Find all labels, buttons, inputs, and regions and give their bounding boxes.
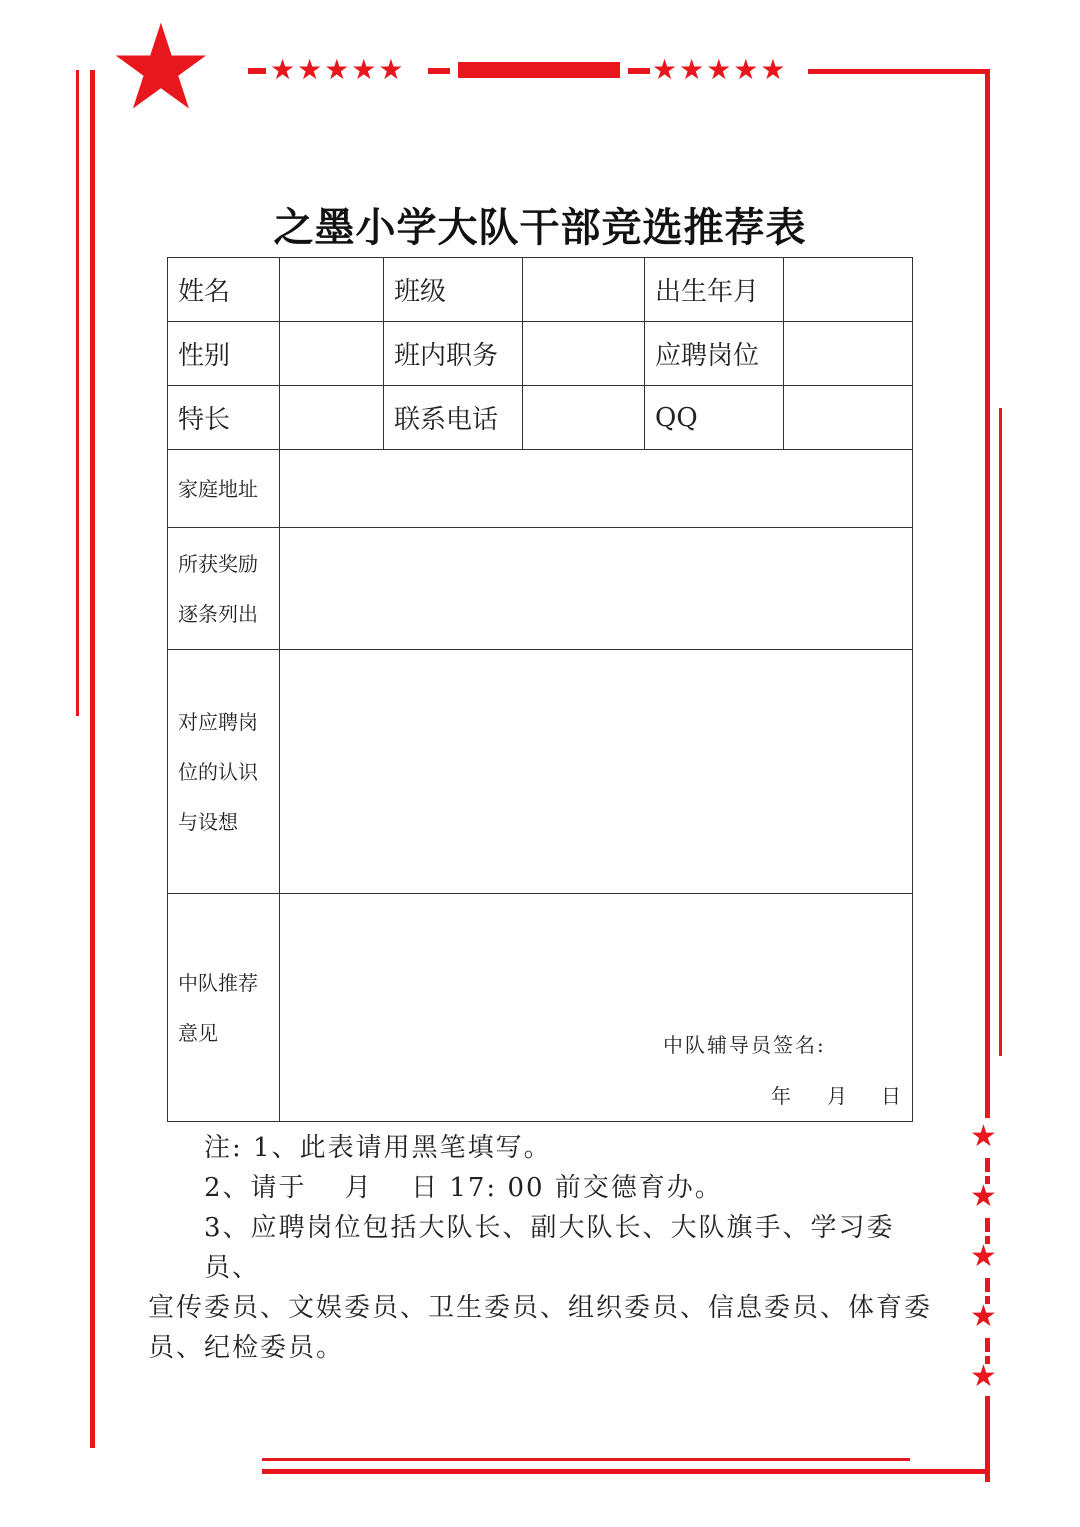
table-row — [168, 894, 913, 1122]
qq-label: QQ — [645, 386, 784, 450]
post-field[interactable] — [784, 322, 913, 386]
side-star-icon: ★ — [970, 1299, 997, 1334]
talent-field[interactable] — [280, 386, 384, 450]
top-stars-left-icon: ★★★★★ — [270, 53, 406, 86]
left-border-thick — [90, 70, 95, 1448]
note-3-line-1: 3、应聘岗位包括大队长、副大队长、大队旗手、学习委员、 — [204, 1213, 895, 1283]
side-dash — [985, 1218, 990, 1232]
gender-label: 性别 — [168, 322, 280, 386]
duty-label: 班内职务 — [384, 322, 523, 386]
recommend-label — [168, 894, 280, 1122]
recommend-label-line: 意见 — [178, 1020, 218, 1045]
idea-label-line: 对应聘岗 — [178, 709, 258, 734]
duty-field[interactable] — [523, 322, 645, 386]
recommend-label-line: 中队推荐 — [178, 970, 258, 995]
awards-label — [168, 528, 280, 650]
top-border-line — [808, 69, 990, 74]
bottom-border-thin — [262, 1458, 910, 1461]
date-year: 年 — [771, 1084, 793, 1108]
top-stars-right-icon: ★★★★★ — [652, 53, 788, 86]
side-star-icon: ★ — [970, 1119, 997, 1154]
phone-label: 联系电话 — [384, 386, 523, 450]
table-row — [168, 258, 913, 322]
note-3-line-3: 员、纪检委员。 — [148, 1333, 345, 1363]
talent-label: 特长 — [168, 386, 280, 450]
note-2: 2、请于 月 日 17: 00 前交德育办。 — [204, 1173, 723, 1203]
side-dash — [985, 1338, 990, 1352]
qq-field[interactable] — [784, 386, 913, 450]
page-title: 之墨小学大队干部竞选推荐表 — [273, 204, 807, 251]
signature-label: 中队辅导员签名: — [663, 1033, 826, 1057]
birth-field[interactable] — [784, 258, 913, 322]
top-border-dash — [628, 68, 650, 74]
side-dash — [985, 1158, 990, 1172]
date-month: 月 — [827, 1084, 849, 1108]
bottom-border-thick — [262, 1469, 990, 1474]
right-border-thin — [999, 408, 1002, 1056]
idea-label-line: 位的认识 — [178, 759, 258, 784]
note-1: 注: 1、此表请用黑笔填写。 — [204, 1133, 552, 1163]
recommend-field[interactable] — [280, 894, 913, 1122]
side-star-icon: ★ — [970, 1359, 997, 1394]
form-table — [167, 257, 913, 1122]
awards-field[interactable] — [280, 528, 913, 650]
phone-field[interactable] — [523, 386, 645, 450]
name-label: 姓名 — [168, 258, 280, 322]
notes — [148, 1128, 948, 1368]
idea-label — [168, 650, 280, 894]
awards-label-line: 所获奖励 — [178, 551, 258, 576]
note-3-line-2: 宣传委员、文娱委员、卫生委员、组织委员、信息委员、体育委 — [148, 1293, 933, 1323]
table-row — [168, 322, 913, 386]
idea-label-line: 与设想 — [178, 809, 238, 834]
post-label: 应聘岗位 — [645, 322, 784, 386]
top-border-bar — [458, 62, 620, 78]
gender-field[interactable] — [280, 322, 384, 386]
birth-label: 出生年月 — [645, 258, 784, 322]
table-row — [168, 450, 913, 528]
address-field[interactable] — [280, 450, 913, 528]
top-border-dash — [428, 68, 450, 74]
recommendation-form — [167, 257, 912, 1122]
idea-field[interactable] — [280, 650, 913, 894]
side-star-icon: ★ — [970, 1179, 997, 1214]
table-row — [168, 650, 913, 894]
top-border-dash-left — [248, 68, 266, 74]
big-star-icon: ★ — [108, 0, 214, 136]
address-label: 家庭地址 — [168, 450, 280, 528]
side-dash — [985, 1278, 990, 1292]
table-row — [168, 528, 913, 650]
table-row — [168, 386, 913, 450]
awards-label-line: 逐条列出 — [178, 601, 258, 626]
name-field[interactable] — [280, 258, 384, 322]
left-border-thin — [76, 70, 79, 716]
class-field[interactable] — [523, 258, 645, 322]
date-day: 日 — [881, 1084, 903, 1108]
side-star-icon: ★ — [970, 1239, 997, 1274]
class-label: 班级 — [384, 258, 523, 322]
